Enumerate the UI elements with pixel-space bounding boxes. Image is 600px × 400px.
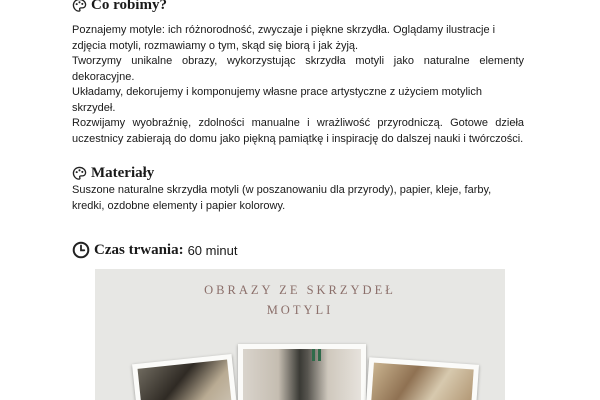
photo-center xyxy=(238,344,366,400)
photo-left xyxy=(132,354,238,400)
paragraph: Układamy, dekorujemy i komponujemy własne prace artystyczne z użyciem motylich skrzydeł. xyxy=(72,86,482,114)
poster-title-line1: OBRAZY ZE SKRZYDEŁ xyxy=(204,283,396,297)
clock-icon xyxy=(72,241,90,259)
poster-title-line2: MOTYLI xyxy=(266,303,334,317)
section-title: Co robimy? xyxy=(91,0,167,13)
palette-icon xyxy=(72,0,87,13)
section-heading-materials xyxy=(72,165,154,182)
paragraph: Tworzymy unikalne obrazy, wykorzystując skrzydła motyli jako naturalne elementy dekoracyjne. xyxy=(72,55,524,83)
materials-text xyxy=(72,183,512,214)
photo-right xyxy=(365,357,479,400)
duration-value: 60 minut xyxy=(187,242,238,258)
palette-icon xyxy=(72,166,87,181)
section-title: Materiały xyxy=(91,165,155,181)
section-heading-what-we-do xyxy=(72,0,167,14)
paragraph: Rozwijamy wyobraźnię, zdolności manualne i wrażliwość przyrodniczą. Gotowe dzieła uczestnicy zabierają do domu jako piękną pamiątkę i inspirację do dalszej nauki i twórczości. xyxy=(72,117,524,145)
poster-image xyxy=(95,269,505,400)
section-heading-duration xyxy=(72,241,237,259)
paragraph: Suszone naturalne skrzydła motyli (w poszanowaniu dla przyrody), papier, kleje, farby, kredki, ozdobne elementy i papier kolorowy. xyxy=(72,184,492,212)
duration-label: Czas trwania: xyxy=(94,241,184,258)
paragraph: Poznajemy motyle: ich różnorodność, zwyczaje i piękne skrzydła. Oglądamy ilustracje i zdjęcia motyli, rozmawiamy o tym, skąd się biorą i jak żyją. xyxy=(72,24,496,52)
what-we-do-text xyxy=(72,23,524,147)
